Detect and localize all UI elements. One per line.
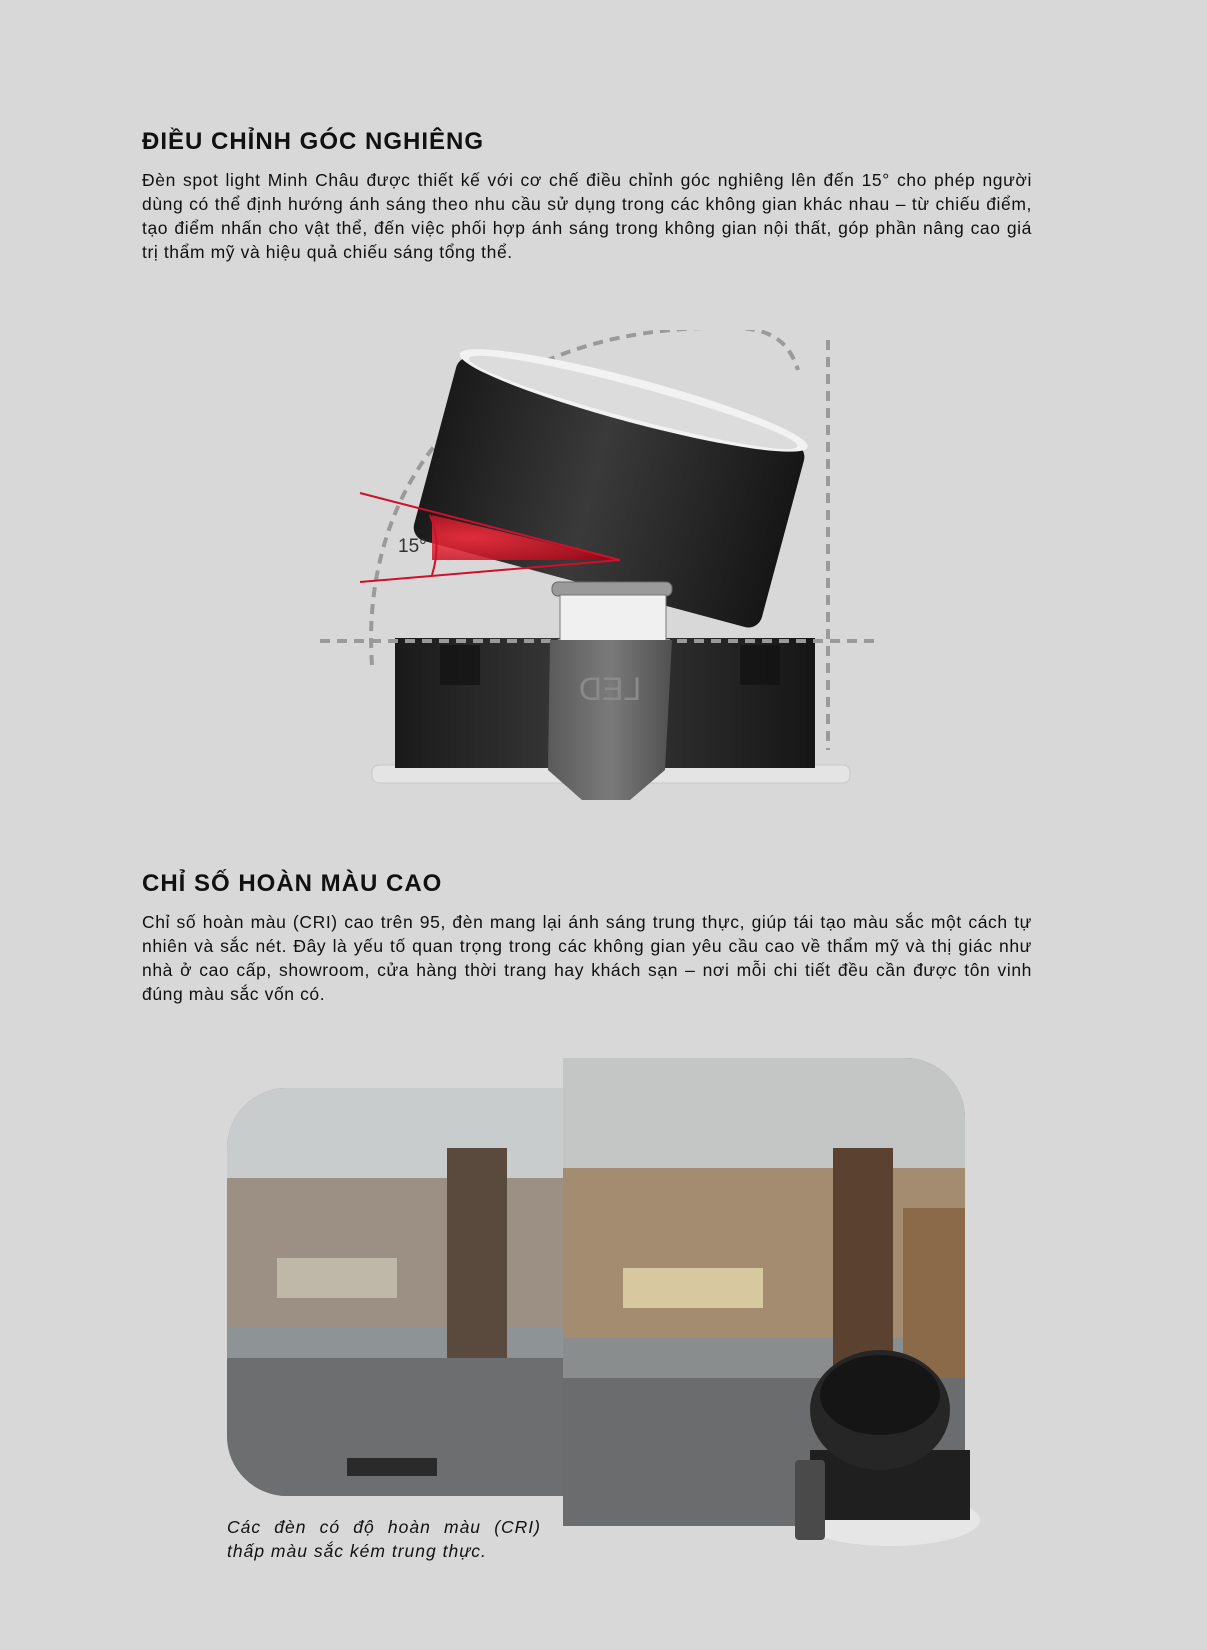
low-cri-caption: Các đèn có độ hoàn màu (CRI) thấp màu sắc kém trung thực. [227, 1517, 541, 1561]
section-title-cri: CHỈ SỐ HOÀN MÀU CAO [142, 870, 443, 897]
spotlight-product-image [780, 1340, 980, 1560]
low-cri-room-photo [227, 1088, 563, 1496]
section-body-tilt: Đèn spot light Minh Châu được thiết kế với cơ chế điều chỉnh góc nghiêng lên đến 15° cho phép người dùng có thể định hướng ánh sáng theo nhu cầu sử dụng trong các không gian khác nhau – từ chiếu điểm, tạo điểm nhấn cho vật thể, đến việc phối hợp ánh sáng trong không gian nội thất, góp phần nâng cao giá trị thẩm mỹ và hiệu quả chiếu sáng tổng thể. [142, 170, 1032, 262]
tilt-angle-label: 15° [398, 536, 427, 557]
clip-led-label: LED [578, 671, 642, 707]
section-body-cri: Chỉ số hoàn màu (CRI) cao trên 95, đèn mang lại ánh sáng trung thực, giúp tái tạo màu sắc một cách tự nhiên và sắc nét. Đây là yếu tố quan trọng trong các không gian yêu cầu cao về thẩm mỹ và thị giác như nhà ở cao cấp, showroom, cửa hàng thời trang hay khách sạn – nơi mỗi chi tiết đều cần được tôn vinh đúng màu sắc vốn có. [142, 912, 1032, 1004]
spring-clip [548, 640, 672, 800]
tilt-angle-diagram [320, 330, 900, 810]
section-title-tilt: ĐIỀU CHỈNH GÓC NGHIÊNG [142, 128, 485, 155]
